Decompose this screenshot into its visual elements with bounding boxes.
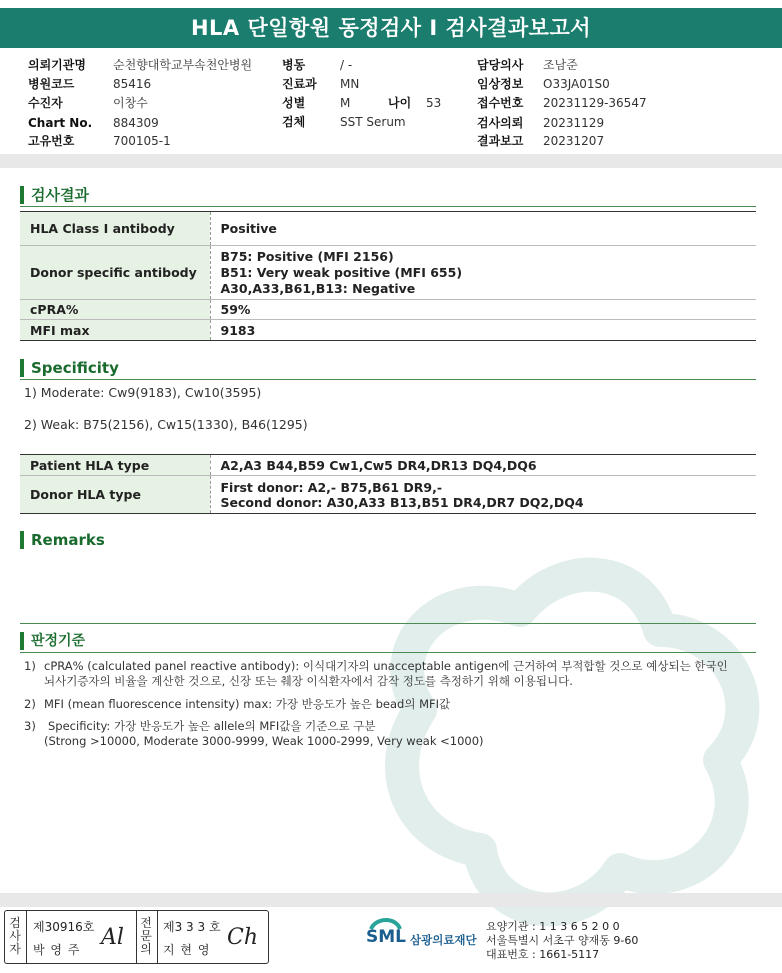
specialist-vertical-label: 전 문 의 [140,916,152,956]
results-table [20,211,756,341]
section-divider [20,379,756,380]
separator [0,154,782,168]
specialist-name: 지 현 영 [163,943,211,957]
criteria-text: Specificity: 가장 반응도가 높은 allele의 MFI값을 기준으로 구분 [48,719,376,733]
second-donor: Second donor: A30,A33 B13,B51 DR4,DR7 DQ2,DQ4 [220,494,584,510]
examiner-vertical-label: 검 사 자 [9,916,21,956]
table-row [20,300,756,320]
criteria-text: MFI (mean fluorescence intensity) max: 가장 반응도가 높은 bead의 MFI값 [44,697,451,711]
clinical-label: 임상정보 [477,77,524,91]
result-label: cPRA% [20,300,210,320]
criteria-text: (Strong >10000, Moderate 3000-9999, Weak 1000-2999, Very weak <1000) [44,734,484,748]
patient-hla-value: A2,A3 B44,B59 Cw1,Cw5 DR4,DR13 DQ4,DQ6 [210,455,756,476]
dept-value: MN [340,77,360,91]
result-label: HLA Class I antibody [20,212,210,246]
footer-separator [0,893,782,907]
table-row [20,455,756,476]
patient-label: 수진자 [28,96,63,110]
dsa-line: B51: Very weak positive (MFI 655) [220,264,463,280]
id-value: 700105-1 [113,134,171,148]
result-value: Positive [210,212,756,246]
signature-box [4,910,269,964]
examiner-signature: Al [101,925,124,950]
examiner-name: 박 영 주 [33,943,81,957]
result-label: MFI max [20,320,210,341]
criteria-num: 1) [24,659,36,673]
doctor-value: 조남준 [543,58,578,72]
dsa-line: A30,A33,B61,B13: Negative [220,280,416,296]
specificity-moderate: 1) Moderate: Cw9(9183), Cw10(3595) [24,385,262,400]
table-row [20,212,756,246]
specimen-label: 검체 [282,115,306,129]
id-label: 고유번호 [28,134,75,148]
hospital-code-label: 병원코드 [28,77,75,91]
table-row [20,320,756,341]
org-code: 요양기관 : 1 1 3 6 5 2 0 0 [486,920,620,933]
org-address: 서울특별시 서초구 양재동 9-60 [486,934,639,947]
report-date-label: 결과보고 [477,134,524,148]
org-name: 삼광의료재단 [410,933,477,947]
result-label: Donor specific antibody [20,246,210,300]
sex-value: M [340,96,351,110]
remarks-section-title: Remarks [20,531,105,549]
donor-hla-values [210,476,756,514]
institution-label: 의뢰기관명 [28,58,86,72]
specificity-section-title: Specificity [20,359,119,377]
clinical-value: O33JA01S0 [543,77,610,91]
sex-label: 성별 [282,96,306,110]
logo-text: SML [366,927,406,947]
age-label: 나이 [388,96,412,110]
examiner-license: 제30916호 [33,920,95,934]
report-title: HLA 단일항원 동정검사 I 검사결과보고서 [0,8,782,48]
criteria-text: 뇌사기증자의 비율을 계산한 것으로, 신장 또는 췌장 이식환자에서 감작 정도를 측정하기 위해 이용됩니다. [44,674,573,688]
table-row [20,476,756,514]
criteria-num: 2) [24,697,36,711]
section-divider [20,623,756,624]
ward-label: 병동 [282,58,306,72]
dsa-line: B75: Positive (MFI 2156) [220,248,394,264]
results-section-title: 검사결과 [20,186,89,204]
hospital-code-value: 85416 [113,77,152,91]
age-value: 53 [426,96,442,110]
ward-value: / - [340,58,353,72]
dsa-values [210,246,756,300]
receipt-value: 20231129-36547 [543,96,647,110]
specialist-signature: Ch [227,925,259,950]
receipt-label: 접수번호 [477,96,524,110]
criteria-num: 3) [24,719,36,733]
request-value: 20231129 [543,116,605,130]
report-date-value: 20231207 [543,134,605,148]
patient-value: 이창수 [113,96,148,110]
criteria-section-title: 판정기준 [20,632,85,650]
request-label: 검사의뢰 [477,116,524,130]
section-divider [20,652,756,653]
section-divider [20,206,756,207]
doctor-label: 담당의사 [477,58,524,72]
specificity-weak: 2) Weak: B75(2156), Cw15(1330), B46(1295) [24,417,308,432]
specialist-license: 제3 3 3 호 [163,920,221,934]
table-row [20,246,756,300]
hla-table [20,454,756,514]
org-phone: 대표번호 : 1661-5117 [486,948,600,961]
criteria-text: cPRA% (calculated panel reactive antibody): 이식대기자의 unacceptable antigen에 근거하여 부적합할 것으로 예상되는 한국인 [44,659,728,673]
patient-hla-label: Patient HLA type [20,455,210,476]
result-value: 9183 [210,320,756,341]
chart-value: 884309 [113,116,159,130]
specimen-value: SST Serum [340,115,406,129]
dept-label: 진료과 [282,77,317,91]
institution-value: 순천향대학교부속천안병원 [113,58,253,72]
result-value: 59% [210,300,756,320]
chart-label: Chart No. [28,116,93,130]
donor-hla-label: Donor HLA type [20,476,210,514]
first-donor: First donor: A2,- B75,B61 DR9,- [220,479,443,495]
